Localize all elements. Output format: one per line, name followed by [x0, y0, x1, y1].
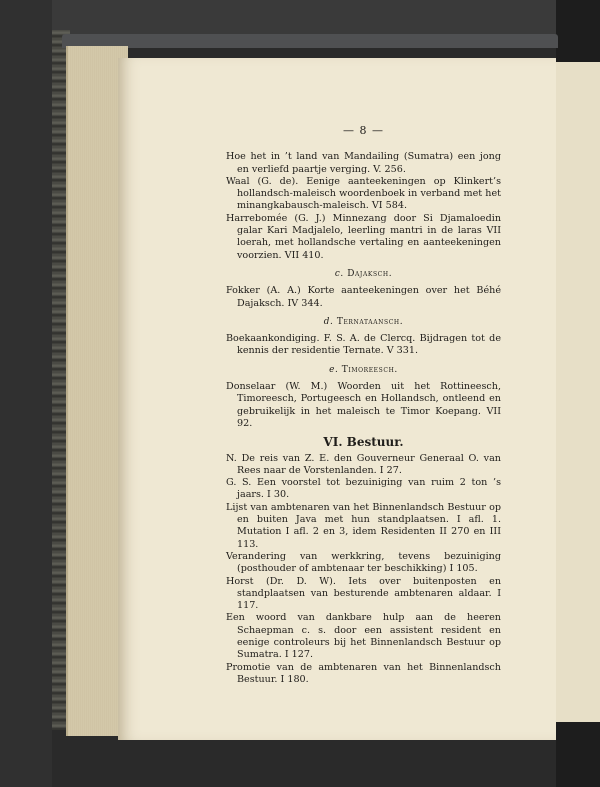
subsection-name: Timoreesch.: [341, 364, 398, 375]
subsection-name: Dajaksch.: [347, 268, 393, 279]
subsection-heading-ternataansch: [226, 316, 501, 328]
subsection-name: Ternataansch.: [336, 316, 404, 327]
entry: Waal (G. de). Eenige aanteekeningen op Klinkert’s hollandsch-maleisch woordenboek in verband met het minangkabausch-maleisch. VI 584.: [226, 175, 501, 212]
subsection-letter: c.: [334, 268, 344, 279]
entry: Harrebomée (G. J.) Minnezang door Si Djamaloedin galar Kari Madjalelo, leerling mantri in de laras VII loerah, met hollandsche vertaling en aanteekeningen voorzien. VII 410.: [226, 212, 501, 261]
section-title: VI. Bestuur.: [323, 435, 404, 450]
background-top: [0, 0, 600, 34]
subsection-letter: d.: [323, 316, 334, 327]
subsection-heading-timoreesch: [226, 364, 501, 376]
entry: Fokker (A. A.) Korte aanteekeningen over het Béhé Dajaksch. IV 344.: [226, 285, 501, 309]
entry: Horst (Dr. D. W). Iets over buitenposten en standplaatsen van besturende ambtenaren aldaar. I 117.: [226, 575, 501, 612]
entry: Verandering van werkkring, tevens bezuiniging (posthouder of ambtenaar ter beschikking) I 105.: [226, 550, 501, 575]
group-0: [226, 151, 501, 262]
subsection-letter: e.: [329, 364, 339, 375]
entry: G. S. Een voorstel tot bezuiniging van ruim 2 ton ’s jaars. I 30.: [226, 477, 501, 501]
page-content: [226, 125, 501, 686]
entry: Een woord van dankbare hulp aan de heeren Schaepman c. s. door een assistent resident en eenige controleurs bij het Binnenlandsch Bestuur op Sumatra. I 127.: [226, 612, 501, 661]
entry: Lijst van ambtenaren van het Binnenlandsch Bestuur op en buiten Java met hun standplaatsen. I afl. 1. Mutation I afl. 2 en 3, idem Residenten II 270 en III 113.: [226, 501, 501, 550]
entry: Boekaankondiging. F. S. A. de Clercq. Bijdragen tot de kennis der residentie Ternate. V 331.: [226, 333, 501, 357]
entry: Donselaar (W. M.) Woorden uit het Rottineesch, Timoreesch, Portugeesch en Hollandsch, ontleend en gebruikelijk in het maleisch te Timor Koepang. VII 92.: [226, 381, 501, 429]
book-cover-edge: [62, 34, 558, 48]
facing-page: [553, 62, 600, 722]
page-number: — 8 —: [343, 124, 384, 137]
entry: Promotie van de ambtenaren van het Binnenlandsch Bestuur. I 180.: [226, 661, 501, 685]
background-left: [0, 0, 52, 787]
entry: N. De reis van Z. E. den Gouverneur Generaal O. van Rees naar de Vorstenlanden. I 27.: [226, 452, 501, 476]
subsection-heading-dajaksch: [226, 268, 501, 280]
entry: Hoe het in ’t land van Mandailing (Sumatra) een jong en verliefd paartje verging. V. 256.: [226, 151, 501, 175]
